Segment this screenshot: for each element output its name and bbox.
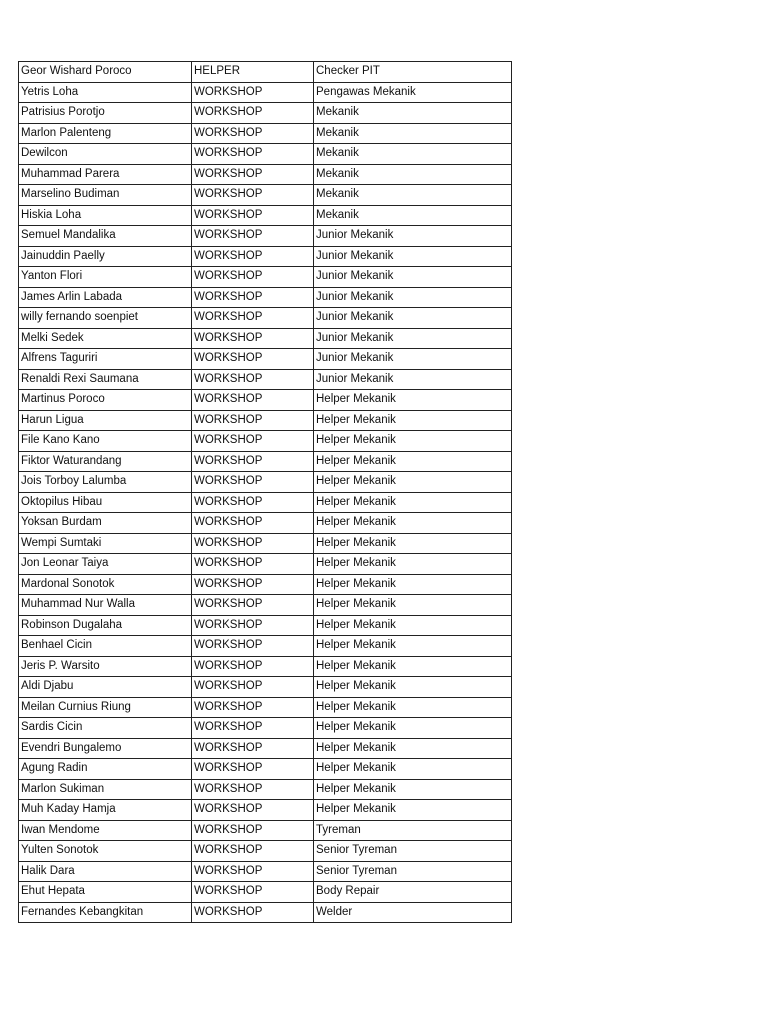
position-cell: Helper Mekanik [314,800,512,821]
department-cell: WORKSHOP [192,226,314,247]
table-row [19,861,512,882]
table-row [19,390,512,411]
position-cell: Helper Mekanik [314,513,512,534]
employee-name-cell: James Arlin Labada [19,287,192,308]
employee-name-cell: Yoksan Burdam [19,513,192,534]
employee-name-cell: Mardonal Sonotok [19,574,192,595]
employee-name-cell: Yanton Flori [19,267,192,288]
table-row [19,841,512,862]
department-cell: WORKSHOP [192,185,314,206]
employee-name-cell: Sardis Cicin [19,718,192,739]
position-cell: Helper Mekanik [314,390,512,411]
position-cell: Helper Mekanik [314,636,512,657]
table-row [19,431,512,452]
department-cell: WORKSHOP [192,82,314,103]
employee-name-cell: Martinus Poroco [19,390,192,411]
department-cell: WORKSHOP [192,841,314,862]
employee-name-cell: Benhael Cicin [19,636,192,657]
table-row [19,759,512,780]
department-cell: WORKSHOP [192,820,314,841]
table-row [19,226,512,247]
employee-name-cell: Meilan Curnius Riung [19,697,192,718]
department-cell: WORKSHOP [192,533,314,554]
employee-name-cell: Semuel Mandalika [19,226,192,247]
table-row [19,595,512,616]
department-cell: WORKSHOP [192,615,314,636]
department-cell: WORKSHOP [192,697,314,718]
position-cell: Senior Tyreman [314,841,512,862]
employee-name-cell: Marlon Sukiman [19,779,192,800]
employee-name-cell: Oktopilus Hibau [19,492,192,513]
table-row [19,123,512,144]
employee-name-cell: Melki Sedek [19,328,192,349]
employee-table [18,61,512,923]
table-row [19,308,512,329]
department-cell: WORKSHOP [192,349,314,370]
employee-name-cell: Fiktor Waturandang [19,451,192,472]
table-row [19,410,512,431]
department-cell: WORKSHOP [192,246,314,267]
table-row [19,554,512,575]
department-cell: WORKSHOP [192,410,314,431]
table-row [19,513,512,534]
employee-name-cell: File Kano Kano [19,431,192,452]
employee-name-cell: Robinson Dugalaha [19,615,192,636]
table-row [19,738,512,759]
employee-name-cell: Jon Leonar Taiya [19,554,192,575]
table-row [19,62,512,83]
position-cell: Helper Mekanik [314,615,512,636]
department-cell: HELPER [192,62,314,83]
table-row [19,369,512,390]
employee-name-cell: Dewilcon [19,144,192,165]
table-row [19,656,512,677]
employee-name-cell: Jois Torboy Lalumba [19,472,192,493]
table-row [19,82,512,103]
position-cell: Junior Mekanik [314,287,512,308]
position-cell: Senior Tyreman [314,861,512,882]
department-cell: WORKSHOP [192,882,314,903]
position-cell: Mekanik [314,103,512,124]
department-cell: WORKSHOP [192,595,314,616]
table-row [19,103,512,124]
position-cell: Helper Mekanik [314,656,512,677]
department-cell: WORKSHOP [192,492,314,513]
position-cell: Junior Mekanik [314,308,512,329]
position-cell: Junior Mekanik [314,349,512,370]
table-row [19,164,512,185]
position-cell: Junior Mekanik [314,226,512,247]
position-cell: Helper Mekanik [314,759,512,780]
employee-name-cell: Geor Wishard Poroco [19,62,192,83]
department-cell: WORKSHOP [192,390,314,411]
position-cell: Mekanik [314,205,512,226]
position-cell: Helper Mekanik [314,472,512,493]
department-cell: WORKSHOP [192,656,314,677]
table-row [19,615,512,636]
employee-name-cell: Marselino Budiman [19,185,192,206]
table-row [19,267,512,288]
position-cell: Helper Mekanik [314,431,512,452]
position-cell: Helper Mekanik [314,677,512,698]
table-row [19,882,512,903]
table-row [19,246,512,267]
employee-name-cell: Muhammad Nur Walla [19,595,192,616]
employee-name-cell: Fernandes Kebangkitan [19,902,192,923]
employee-name-cell: Jainuddin Paelly [19,246,192,267]
employee-name-cell: Yulten Sonotok [19,841,192,862]
department-cell: WORKSHOP [192,431,314,452]
position-cell: Junior Mekanik [314,267,512,288]
table-row [19,205,512,226]
table-row [19,451,512,472]
table-row [19,779,512,800]
table-row [19,677,512,698]
employee-name-cell: Muh Kaday Hamja [19,800,192,821]
table-row [19,349,512,370]
department-cell: WORKSHOP [192,574,314,595]
position-cell: Body Repair [314,882,512,903]
department-cell: WORKSHOP [192,328,314,349]
employee-name-cell: Iwan Mendome [19,820,192,841]
employee-name-cell: Hiskia Loha [19,205,192,226]
employee-name-cell: Marlon Palenteng [19,123,192,144]
table-row [19,144,512,165]
department-cell: WORKSHOP [192,205,314,226]
position-cell: Junior Mekanik [314,328,512,349]
position-cell: Tyreman [314,820,512,841]
department-cell: WORKSHOP [192,144,314,165]
department-cell: WORKSHOP [192,164,314,185]
position-cell: Pengawas Mekanik [314,82,512,103]
position-cell: Helper Mekanik [314,554,512,575]
table-row [19,697,512,718]
department-cell: WORKSHOP [192,677,314,698]
employee-name-cell: Yetris Loha [19,82,192,103]
department-cell: WORKSHOP [192,738,314,759]
position-cell: Mekanik [314,144,512,165]
department-cell: WORKSHOP [192,800,314,821]
table-row [19,185,512,206]
employee-name-cell: Wempi Sumtaki [19,533,192,554]
employee-name-cell: Halik Dara [19,861,192,882]
employee-name-cell: willy fernando soenpiet [19,308,192,329]
department-cell: WORKSHOP [192,718,314,739]
position-cell: Helper Mekanik [314,492,512,513]
department-cell: WORKSHOP [192,123,314,144]
table-row [19,800,512,821]
employee-name-cell: Harun Ligua [19,410,192,431]
table-row [19,718,512,739]
position-cell: Helper Mekanik [314,533,512,554]
position-cell: Helper Mekanik [314,595,512,616]
position-cell: Helper Mekanik [314,451,512,472]
table-row [19,574,512,595]
position-cell: Helper Mekanik [314,718,512,739]
employee-name-cell: Agung Radin [19,759,192,780]
department-cell: WORKSHOP [192,636,314,657]
position-cell: Mekanik [314,185,512,206]
position-cell: Mekanik [314,123,512,144]
employee-name-cell: Muhammad Parera [19,164,192,185]
table-row [19,533,512,554]
employee-name-cell: Ehut Hepata [19,882,192,903]
department-cell: WORKSHOP [192,369,314,390]
department-cell: WORKSHOP [192,267,314,288]
department-cell: WORKSHOP [192,103,314,124]
position-cell: Helper Mekanik [314,697,512,718]
employee-name-cell: Alfrens Taguriri [19,349,192,370]
employee-name-cell: Jeris P. Warsito [19,656,192,677]
department-cell: WORKSHOP [192,554,314,575]
table-row [19,902,512,923]
employee-name-cell: Aldi Djabu [19,677,192,698]
department-cell: WORKSHOP [192,287,314,308]
employee-name-cell: Patrisius Porotjo [19,103,192,124]
table-row [19,492,512,513]
employee-table-body [19,62,512,923]
table-row [19,820,512,841]
position-cell: Helper Mekanik [314,779,512,800]
position-cell: Helper Mekanik [314,410,512,431]
table-row [19,472,512,493]
department-cell: WORKSHOP [192,451,314,472]
department-cell: WORKSHOP [192,759,314,780]
table-row [19,328,512,349]
table-row [19,636,512,657]
department-cell: WORKSHOP [192,861,314,882]
department-cell: WORKSHOP [192,779,314,800]
employee-name-cell: Renaldi Rexi Saumana [19,369,192,390]
position-cell: Junior Mekanik [314,246,512,267]
position-cell: Welder [314,902,512,923]
department-cell: WORKSHOP [192,308,314,329]
position-cell: Junior Mekanik [314,369,512,390]
department-cell: WORKSHOP [192,472,314,493]
employee-name-cell: Evendri Bungalemo [19,738,192,759]
position-cell: Mekanik [314,164,512,185]
position-cell: Helper Mekanik [314,574,512,595]
table-row [19,287,512,308]
position-cell: Helper Mekanik [314,738,512,759]
department-cell: WORKSHOP [192,902,314,923]
position-cell: Checker PIT [314,62,512,83]
department-cell: WORKSHOP [192,513,314,534]
